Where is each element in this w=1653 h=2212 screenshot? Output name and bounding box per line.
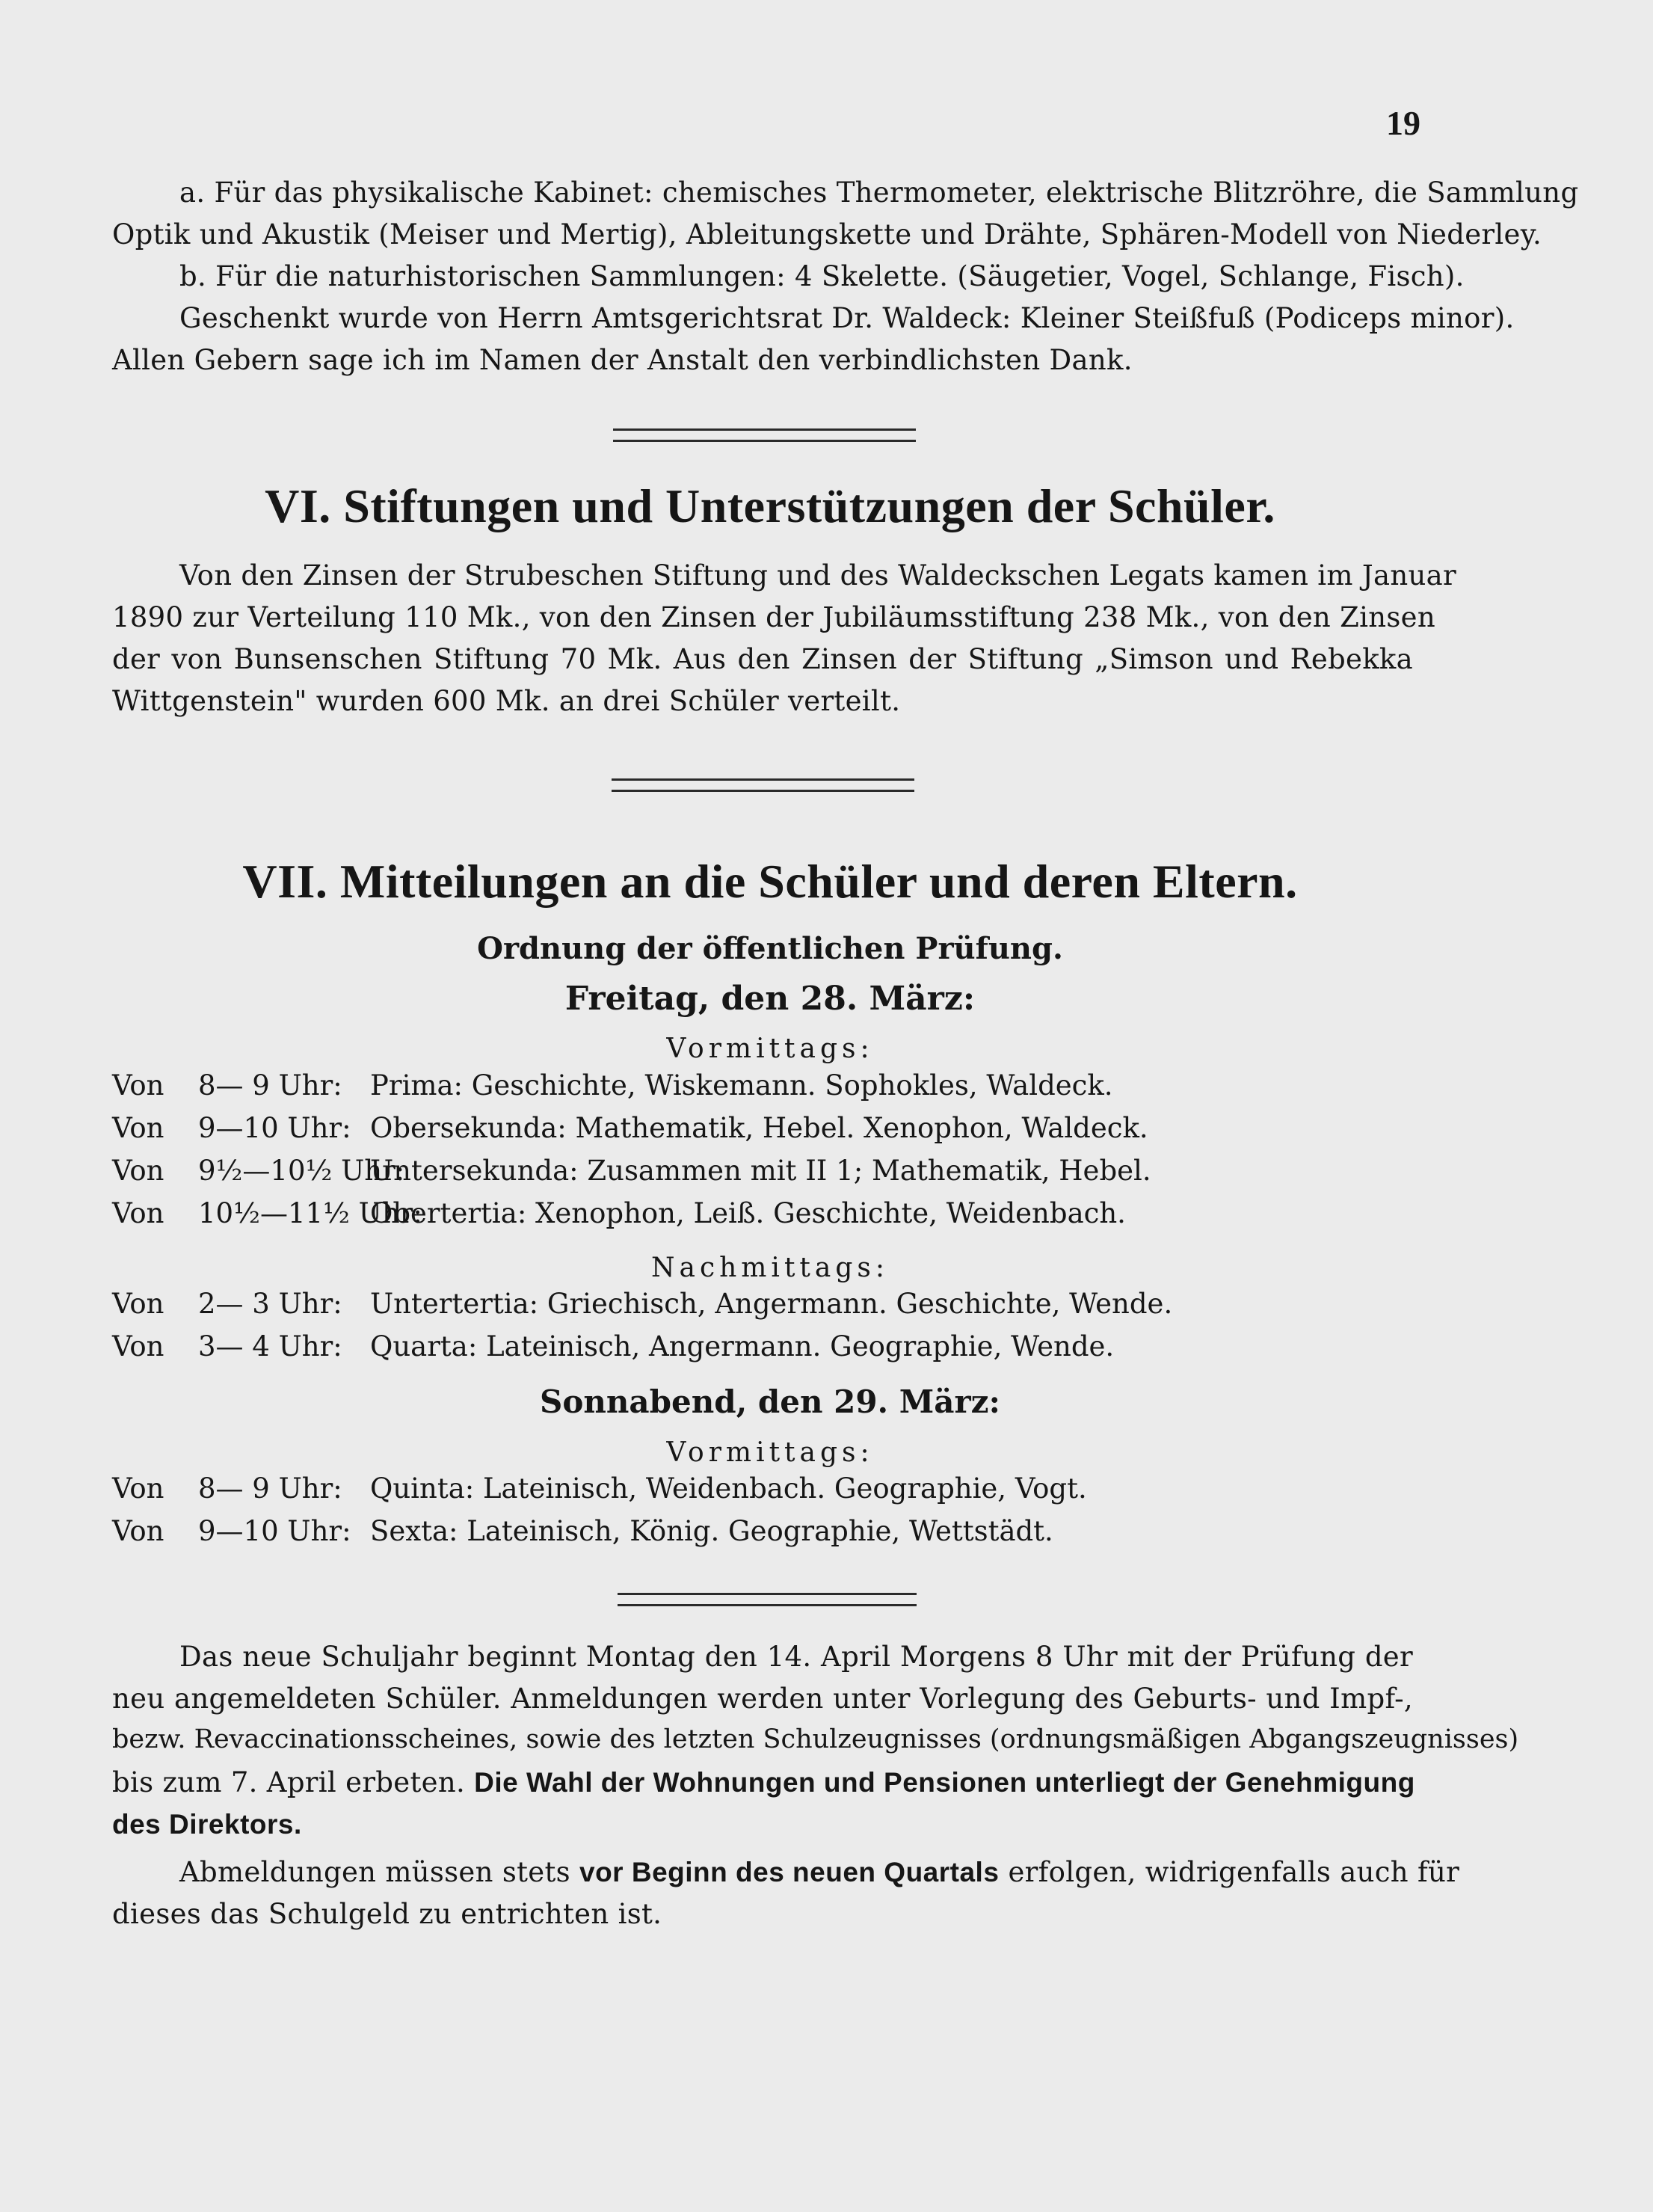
exam-order-subheading: Ordnung der öffentlichen Prüfung. xyxy=(477,931,1063,966)
notice-quarter-deadline: vor Beginn des neuen Quartals xyxy=(579,1857,1000,1887)
schedule-subject: Untersekunda: Zusammen mit II 1; Mathematik, Hebel. xyxy=(370,1155,1151,1187)
section-vi-line-3: der von Bunsenschen Stiftung 70 Mk. Aus den Zinsen der Stiftung „Simson und Rebekka xyxy=(112,643,1413,675)
notice-line-6-text-b: erfolgen, widrigenfalls auch für xyxy=(1008,1856,1460,1888)
section-divider xyxy=(618,1593,917,1606)
notice-director: des Direktors. xyxy=(112,1809,302,1840)
acquisitions-line-2: Optik und Akustik (Meiser und Mertig), Ableitungskette und Drähte, Sphären-Modell von Niederley. xyxy=(112,218,1542,251)
schedule-time: 10½—11½ Uhr: xyxy=(198,1197,422,1229)
section-vi-line-4: Wittgenstein" wurden 600 Mk. an drei Schüler verteilt. xyxy=(112,685,901,717)
schedule-time: 2— 3 Uhr: xyxy=(198,1288,342,1320)
schedule-von: Von xyxy=(112,1472,164,1505)
schedule-subject: Quarta: Lateinisch, Angermann. Geographie, Wende. xyxy=(370,1330,1115,1362)
day-1-afternoon-label: Nachmittags: xyxy=(650,1253,889,1283)
schedule-von: Von xyxy=(112,1515,164,1547)
notice-line-7: dieses das Schulgeld zu entrichten ist. xyxy=(112,1898,662,1930)
schedule-time: 9—10 Uhr: xyxy=(198,1112,351,1144)
notice-line-5 xyxy=(112,1808,1413,1840)
notice-line-3: bezw. Revaccinationsscheines, sowie des letzten Schulzeugnisses (ordnungsmäßigen Abgangszeugnisses) xyxy=(112,1724,1519,1754)
schedule-subject: Sexta: Lateinisch, König. Geographie, Wettstädt. xyxy=(370,1515,1053,1547)
schedule-subject: Untertertia: Griechisch, Angermann. Geschichte, Wende. xyxy=(370,1288,1173,1320)
acquisitions-line-3: b. Für die naturhistorischen Sammlungen: 4 Skelette. (Säugetier, Vogel, Schlange, Fisch). xyxy=(179,260,1465,292)
schedule-von: Von xyxy=(112,1069,164,1102)
section-vi-heading: VI. Stiftungen und Unterstützungen der Schüler. xyxy=(265,479,1275,532)
section-divider xyxy=(612,778,914,792)
notice-line-4 xyxy=(112,1766,1413,1798)
schedule-time: 8— 9 Uhr: xyxy=(198,1472,342,1505)
schedule-von: Von xyxy=(112,1330,164,1362)
notice-line-6 xyxy=(179,1856,1460,1888)
schedule-von: Von xyxy=(112,1197,164,1229)
schedule-subject: Quinta: Lateinisch, Weidenbach. Geographie, Vogt. xyxy=(370,1472,1087,1505)
schedule-von: Von xyxy=(112,1288,164,1320)
acquisitions-line-4: Geschenkt wurde von Herrn Amtsgerichtsrat Dr. Waldeck: Kleiner Steißfuß (Podiceps minor). xyxy=(179,302,1515,334)
schedule-von: Von xyxy=(112,1155,164,1187)
schedule-time: 3— 4 Uhr: xyxy=(198,1330,342,1362)
schedule-subject: Obersekunda: Mathematik, Hebel. Xenophon, Waldeck. xyxy=(370,1112,1148,1144)
acquisitions-line-5: Allen Gebern sage ich im Namen der Anstalt den verbindlichsten Dank. xyxy=(112,344,1133,376)
day-1-morning-label: Vormittags: xyxy=(666,1033,874,1064)
schedule-subject: Prima: Geschichte, Wiskemann. Sophokles, Waldeck. xyxy=(370,1069,1113,1102)
notice-line-2: neu angemeldeten Schüler. Anmeldungen werden unter Vorlegung des Geburts- und Impf-, xyxy=(112,1683,1413,1715)
notice-line-1: Das neue Schuljahr beginnt Montag den 14. April Morgens 8 Uhr mit der Prüfung der xyxy=(179,1641,1413,1673)
schedule-time: 9½—10½ Uhr: xyxy=(198,1155,405,1187)
acquisitions-line-1: a. Für das physikalische Kabinet: chemisches Thermometer, elektrische Blitzröhre, die Sammlung xyxy=(179,176,1579,209)
schedule-subject: Obertertia: Xenophon, Leiß. Geschichte, Weidenbach. xyxy=(370,1197,1126,1229)
schedule-von: Von xyxy=(112,1112,164,1144)
section-vi-line-1: Von den Zinsen der Strubeschen Stiftung und des Waldeckschen Legats kamen im Januar xyxy=(179,559,1456,592)
notice-line-4-text: bis zum 7. April erbeten. xyxy=(112,1766,466,1798)
page-number: 19 xyxy=(1386,104,1420,142)
notice-housing-rule: Die Wahl der Wohnungen und Pensionen unterliegt der Genehmigung xyxy=(474,1767,1415,1798)
notice-line-6-text-a: Abmeldungen müssen stets xyxy=(179,1856,570,1888)
section-divider xyxy=(613,428,916,442)
schedule-time: 9—10 Uhr: xyxy=(198,1515,351,1547)
day-2-morning-label: Vormittags: xyxy=(666,1437,874,1468)
section-vii-heading: VII. Mitteilungen an die Schüler und deren Eltern. xyxy=(242,855,1298,908)
schedule-time: 8— 9 Uhr: xyxy=(198,1069,342,1102)
day-1-title: Freitag, den 28. März: xyxy=(564,980,976,1018)
section-vi-line-2: 1890 zur Verteilung 110 Mk., von den Zinsen der Jubiläumsstiftung 238 Mk., von den Zinsen xyxy=(112,601,1435,633)
day-2-title: Sonnabend, den 29. März: xyxy=(540,1383,1000,1420)
